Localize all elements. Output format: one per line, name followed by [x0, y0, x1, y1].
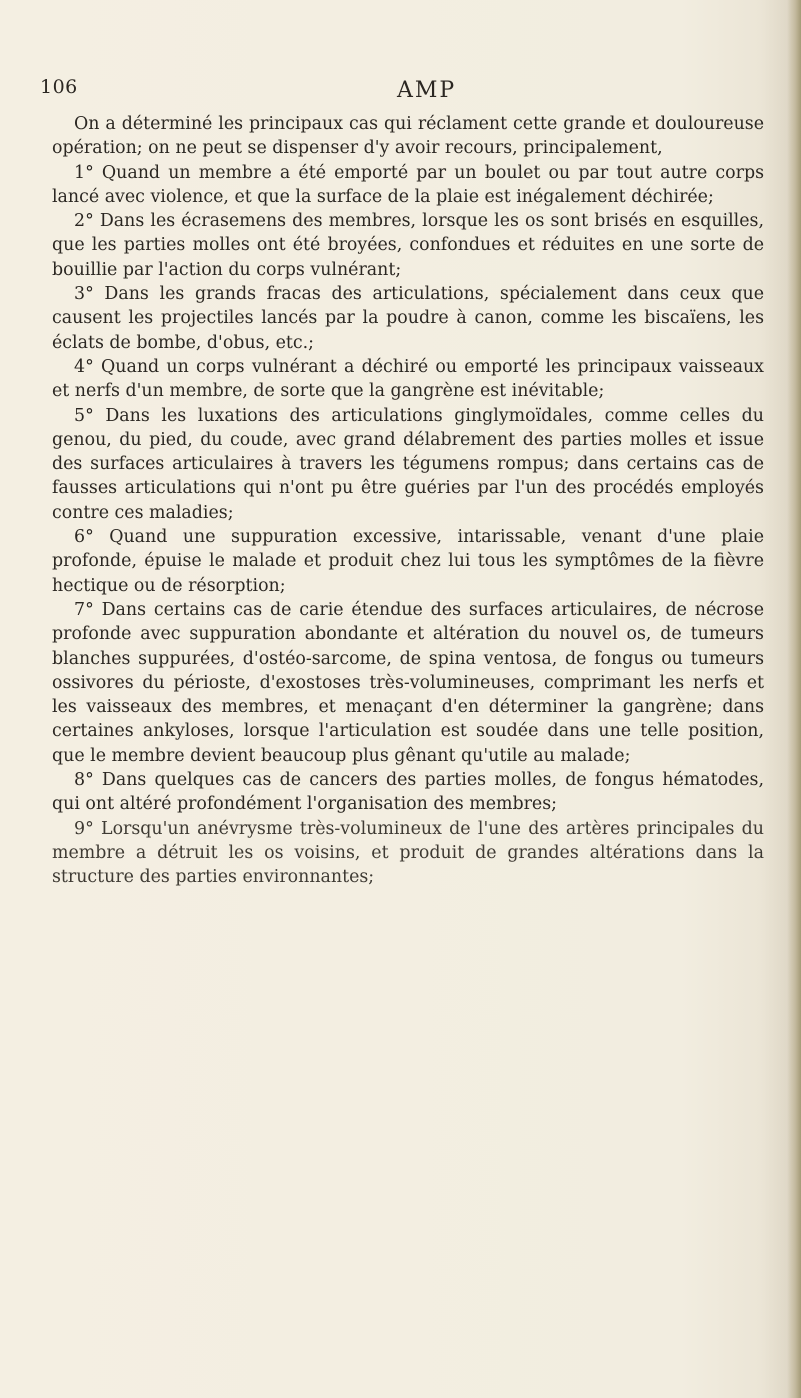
body-text: [52, 112, 764, 890]
case-paragraph-4: 4° Quand un corps vulnérant a déchiré ou emporté les principaux vaisseaux et nerfs d'un membre, de sorte que la gangrène est inévitable;: [52, 356, 764, 402]
case-paragraph-8: 8° Dans quelques cas de cancers des parties molles, de fongus hématodes, qui ont altéré profondément l'organisation des membres;: [52, 770, 764, 815]
page-number: 106: [40, 76, 78, 98]
case-paragraph-5: 5° Dans les luxations des articulations ginglymoïdales, comme celles du genou, du pied, du coude, avec grand délabrement des parties molles et issue des surfaces articulaires à travers les tégumens rompus; dans certains cas de fausses articulations qui n'ont pu être guéries par l'un des procédés employés contre ces maladies;: [52, 405, 764, 523]
page-header: [40, 66, 760, 106]
case-paragraph-3: 3° Dans les grands fracas des articulations, spécialement dans ceux que causent les projectiles lancés par la poudre à canon, comme les biscaïens, les éclats de bombe, d'obus, etc.;: [52, 284, 764, 353]
case-paragraph-9: 9° Lorsqu'un anévrysme très-volumineux de l'une des artères principales du membre a détruit les os voisins, et produit de grandes altérations dans la structure des parties environnantes;: [52, 818, 764, 888]
case-paragraph-2: 2° Dans les écrasemens des membres, lorsque les os sont brisés en esquilles, que les parties molles ont été broyées, confondues et réduites en une sorte de bouillie par l'action du corps vulnérant;: [52, 211, 764, 280]
page-edge-shadow: [787, 0, 801, 1398]
running-head: AMP: [397, 78, 457, 103]
case-paragraph-1: 1° Quand un membre a été emporté par un boulet ou par tout autre corps lancé avec violence, et que la surface de la plaie est inégalement déchirée;: [52, 162, 764, 207]
case-paragraph-7: 7° Dans certains cas de carie étendue des surfaces articulaires, de nécrose profonde avec suppuration abondante et altération du nouvel os, de tumeurs blanches suppurées, d'ostéo-sarcome, de spina ventosa, de fongus ou tumeurs ossivores du périoste, d'exostoses très-volumineuses, comprimant les nerfs et les vaisseaux des membres, et menaçant d'en déterminer la gangrène; dans certaines ankyloses, lorsque l'articulation est soudée dans une telle position, que le membre devient beaucoup plus gênant qu'utile au malade;: [52, 599, 764, 766]
intro-paragraph: On a déterminé les principaux cas qui réclament cette grande et douloureuse opération; on ne peut se dispenser d'y avoir recours, principalement,: [52, 114, 764, 159]
case-paragraph-6: 6° Quand une suppuration excessive, intarissable, venant d'une plaie profonde, épuise le malade et produit chez lui tous les symptômes de la fièvre hectique ou de résorption;: [52, 527, 764, 596]
